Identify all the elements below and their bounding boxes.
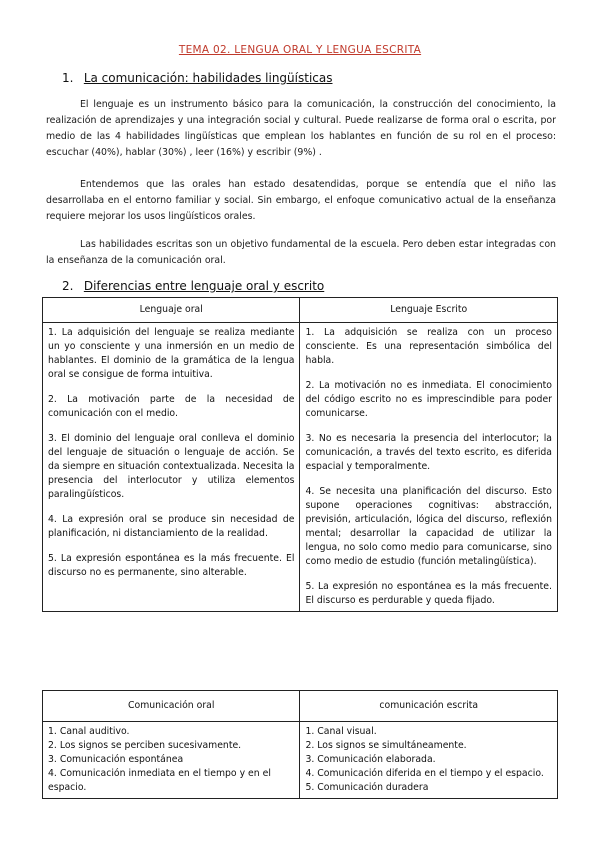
list-item: 3. No es necesaria la presencia del interlocutor; la comunicación, a través del texto escrito, es diferida espacial y temporalmente. — [305, 433, 552, 472]
list-item: 4. Se necesita una planificación del discurso. Esto supone operaciones cognitivas: abstracción, previsión, articulación, lógica del discurso, reflexión mental; desarrollar la capacidad de utilizar la lengua, no solo como medio para comunicarse, sino como medio de estudio (función metalingüística). — [305, 486, 552, 567]
list-item: 5. Comunicación duradera — [305, 782, 429, 793]
paragraph-2: Entendemos que las orales han estado desatendidas, porque se entendía que el niño las desarrollaba en el entorno familiar y social. Sin embargo, el enfoque comunicativo actual de la enseñanza requiere mejorar los usos lingüísticos orales. — [46, 179, 556, 222]
list-item: 5. La expresión espontánea es la más frecuente. El discurso no es permanente, sino alterable. — [48, 553, 295, 578]
list-item: 1. La adquisición del lenguaje se realiza mediante un yo consciente y una inmersión en un medio de hablantes. El dominio de la gramática de la lengua oral se consigue de forma intuitiva. — [48, 327, 295, 380]
table-row — [43, 323, 558, 612]
header-oral-communication: Comunicación oral — [43, 691, 300, 722]
list-item: 1. Canal visual. — [305, 726, 377, 737]
written-language-cell — [300, 323, 558, 612]
section-1-heading — [62, 71, 332, 85]
list-item: 1. Canal auditivo. — [48, 726, 130, 737]
paragraph-3: Las habilidades escritas son un objetivo fundamental de la escuela. Pero deben estar integradas con la enseñanza de la comunicación oral. — [46, 239, 556, 266]
oral-communication-cell — [43, 722, 300, 799]
section-2-number: 2. — [62, 279, 74, 293]
list-item: 3. El dominio del lenguaje oral conlleva el dominio del lenguaje de situación o lenguaje de acción. Se da siempre en situación contextualizada. Necesita la presencia del interlocutor y utiliza elementos paralingüísticos. — [48, 433, 295, 500]
table-header-row — [43, 691, 558, 722]
section-1-number: 1. — [62, 71, 74, 85]
written-communication-cell — [300, 722, 558, 799]
section-1-title: La comunicación: habilidades lingüísticas — [83, 71, 333, 85]
table-row — [43, 722, 558, 799]
list-item: 3. Comunicación elaborada. — [305, 754, 436, 765]
list-item: 2. La motivación no es inmediata. El conocimiento del código escrito no es imprescindible para poder comunicarse. — [305, 380, 552, 419]
table-header-row — [43, 298, 558, 323]
list-item: 5. La expresión no espontánea es la más frecuente. El discurso es perdurable y queda fijado. — [305, 581, 552, 606]
oral-language-cell — [43, 323, 300, 612]
oral-vs-written-language-table — [42, 297, 558, 612]
list-item: 4. La expresión oral se produce sin necesidad de planificación, ni distanciamiento de la realidad. — [48, 514, 295, 539]
section-2-title: Diferencias entre lenguaje oral y escrito — [83, 279, 325, 293]
header-oral-language: Lenguaje oral — [43, 298, 300, 323]
list-item: 4. Comunicación diferida en el tiempo y el espacio. — [305, 768, 544, 779]
list-item: 1. La adquisición se realiza con un proceso consciente. Es una representación simbólica del habla. — [305, 327, 552, 366]
paragraph-1: El lenguaje es un instrumento básico para la comunicación, la construcción del conocimiento, la realización de aprendizajes y una integración social y cultural. Puede realizarse de forma oral o escrita, por medio de las 4 habilidades lingüísticas que emplean los hablantes en función de su rol en el proceso: escuchar (40%), hablar (30%) , leer (16%) y escribir (9%) . — [46, 99, 556, 158]
list-item: 2. Los signos se simultáneamente. — [305, 740, 467, 751]
document-title: TEMA 02. LENGUA ORAL Y LENGUA ESCRITA — [178, 44, 422, 56]
header-written-language: Lenguaje Escrito — [300, 298, 558, 323]
list-item: 2. Los signos se perciben sucesivamente. — [48, 740, 242, 751]
oral-vs-written-communication-table — [42, 690, 558, 799]
list-item: 4. Comunicación inmediata en el tiempo y en el espacio. — [48, 768, 271, 793]
section-2-heading — [62, 279, 324, 293]
header-written-communication: comunicación escrita — [300, 691, 558, 722]
list-item: 2. La motivación parte de la necesidad de comunicación con el medio. — [48, 394, 295, 419]
list-item: 3. Comunicación espontánea — [48, 754, 184, 765]
